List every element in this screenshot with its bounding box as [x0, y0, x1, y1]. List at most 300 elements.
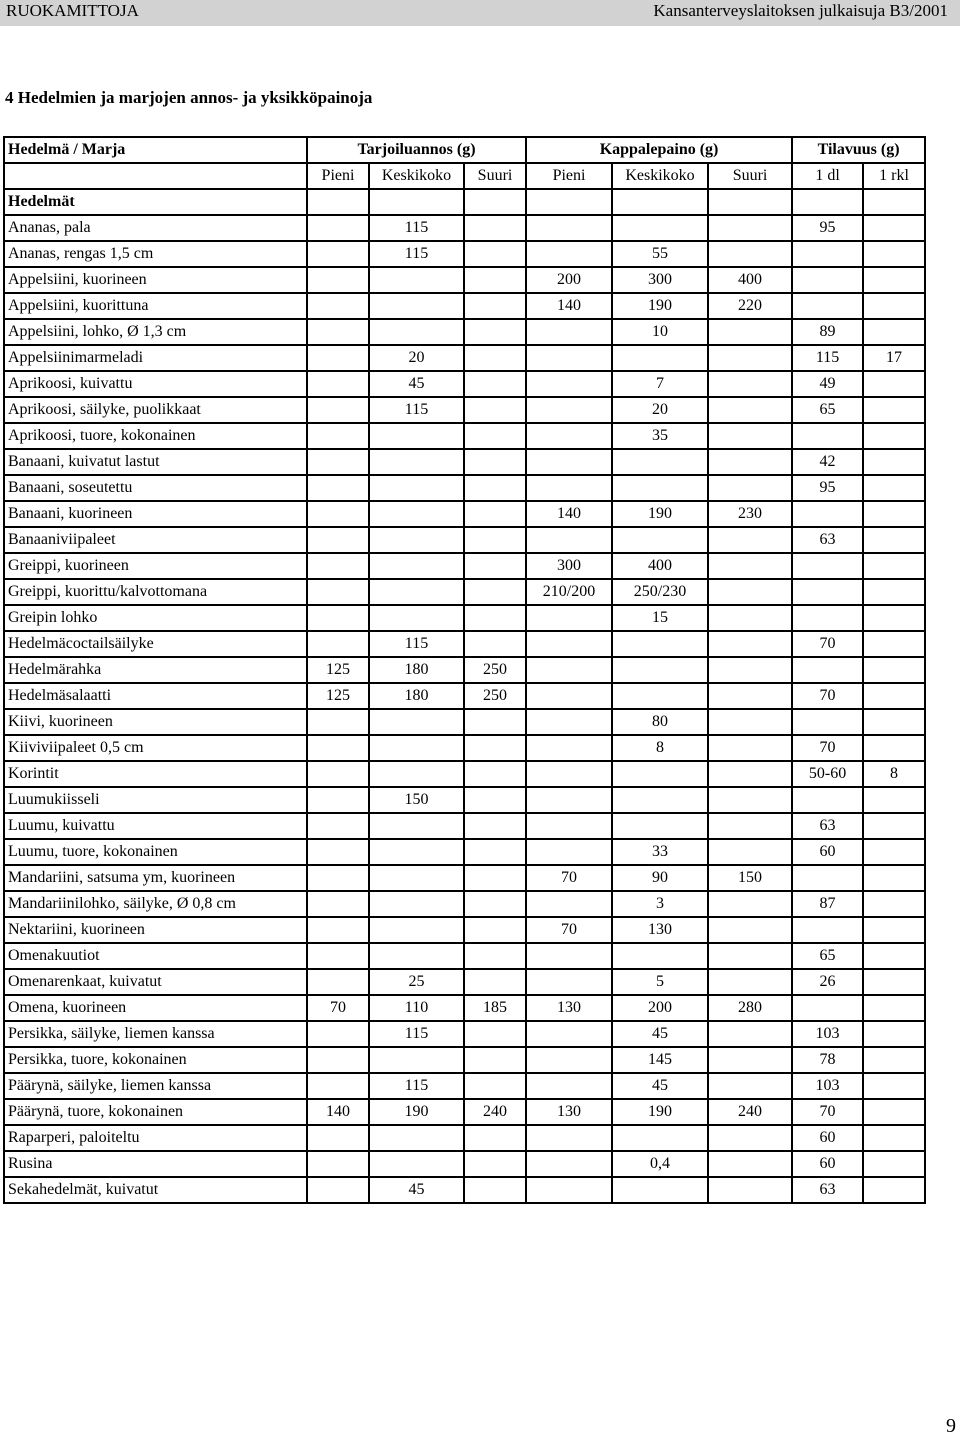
- table-cell: [526, 605, 612, 631]
- table-row: [4, 1125, 925, 1151]
- table-cell: 70: [792, 735, 863, 761]
- table-row: [4, 345, 925, 371]
- table-cell: [464, 631, 526, 657]
- table-cell: [369, 1151, 464, 1177]
- table-cell: 190: [612, 1099, 708, 1125]
- table-cell: [863, 1177, 925, 1203]
- table-cell: [526, 709, 612, 735]
- table-cell: [369, 449, 464, 475]
- table-row: [4, 969, 925, 995]
- table-cell: [708, 1021, 792, 1047]
- table-cell: [464, 371, 526, 397]
- table-cell: 33: [612, 839, 708, 865]
- table-cell: 130: [526, 995, 612, 1021]
- table-cell: [863, 995, 925, 1021]
- table-cell: 130: [612, 917, 708, 943]
- table-cell: 70: [792, 683, 863, 709]
- table-cell: [612, 683, 708, 709]
- table-cell: [369, 293, 464, 319]
- table-cell: [526, 761, 612, 787]
- table-cell: 115: [369, 215, 464, 241]
- row-label: Mandariini, satsuma ym, kuorineen: [4, 865, 307, 891]
- table-cell: 300: [612, 267, 708, 293]
- fruit-weights-table: [3, 136, 926, 1204]
- table-cell: [464, 917, 526, 943]
- table-row: [4, 371, 925, 397]
- table-cell: [307, 475, 369, 501]
- table-cell: 8: [863, 761, 925, 787]
- table-cell: 95: [792, 475, 863, 501]
- table-cell: [863, 189, 925, 215]
- table-cell: [612, 787, 708, 813]
- table-cell: [863, 579, 925, 605]
- running-header: [0, 0, 960, 26]
- table-cell: 63: [792, 1177, 863, 1203]
- table-cell: [526, 657, 612, 683]
- table-cell: 90: [612, 865, 708, 891]
- table-cell: [464, 397, 526, 423]
- table-cell: 140: [526, 501, 612, 527]
- table-cell: [708, 527, 792, 553]
- table-cell: [307, 917, 369, 943]
- table-cell: 89: [792, 319, 863, 345]
- table-cell: 230: [708, 501, 792, 527]
- table-cell: [708, 1177, 792, 1203]
- table-cell: [792, 501, 863, 527]
- table-cell: [464, 423, 526, 449]
- table-cell: [307, 423, 369, 449]
- table-cell: [792, 917, 863, 943]
- table-cell: [708, 969, 792, 995]
- table-cell: 49: [792, 371, 863, 397]
- table-cell: 55: [612, 241, 708, 267]
- table-cell: 70: [526, 865, 612, 891]
- table-cell: [526, 215, 612, 241]
- table-row: [4, 1151, 925, 1177]
- table-cell: [863, 631, 925, 657]
- row-label: Kiivi, kuorineen: [4, 709, 307, 735]
- table-cell: [307, 1073, 369, 1099]
- table-cell: [464, 891, 526, 917]
- table-cell: [464, 267, 526, 293]
- table-cell: [792, 293, 863, 319]
- table-cell: [464, 1047, 526, 1073]
- table-cell: [526, 943, 612, 969]
- table-cell: [307, 891, 369, 917]
- row-label: Banaani, soseutettu: [4, 475, 307, 501]
- table-cell: [792, 579, 863, 605]
- row-label: Aprikoosi, tuore, kokonainen: [4, 423, 307, 449]
- table-cell: [526, 631, 612, 657]
- table-cell: [526, 787, 612, 813]
- table-row: [4, 215, 925, 241]
- table-cell: 240: [708, 1099, 792, 1125]
- table-cell: 185: [464, 995, 526, 1021]
- table-cell: [612, 215, 708, 241]
- table-row: [4, 657, 925, 683]
- table-cell: 20: [369, 345, 464, 371]
- row-label: Banaaniviipaleet: [4, 527, 307, 553]
- row-label: Omenakuutiot: [4, 943, 307, 969]
- table-cell: [369, 189, 464, 215]
- table-cell: 70: [307, 995, 369, 1021]
- table-cell: 35: [612, 423, 708, 449]
- table-cell: [307, 527, 369, 553]
- table-cell: [369, 501, 464, 527]
- table-cell: [708, 215, 792, 241]
- table-cell: [526, 241, 612, 267]
- table-cell: [369, 267, 464, 293]
- group-row-hedelmat: [4, 189, 925, 215]
- table-cell: [792, 605, 863, 631]
- table-cell: [863, 501, 925, 527]
- row-label: Kiiviviipaleet 0,5 cm: [4, 735, 307, 761]
- table-cell: [708, 1125, 792, 1151]
- table-cell: [612, 761, 708, 787]
- table-row: [4, 709, 925, 735]
- row-label: Omenarenkaat, kuivatut: [4, 969, 307, 995]
- table-cell: [307, 345, 369, 371]
- table-cell: [464, 813, 526, 839]
- table-cell: [369, 917, 464, 943]
- table-cell: [464, 189, 526, 215]
- table-cell: 7: [612, 371, 708, 397]
- subheader-cell: Pieni: [307, 163, 369, 189]
- table-row: [4, 761, 925, 787]
- table-cell: 240: [464, 1099, 526, 1125]
- table-cell: [708, 917, 792, 943]
- table-cell: [792, 995, 863, 1021]
- table-cell: 140: [307, 1099, 369, 1125]
- table-cell: [464, 475, 526, 501]
- table-cell: [526, 475, 612, 501]
- table-cell: [307, 605, 369, 631]
- table-cell: [792, 709, 863, 735]
- table-cell: [369, 709, 464, 735]
- row-label: Greippi, kuorineen: [4, 553, 307, 579]
- table-row: [4, 839, 925, 865]
- table-cell: [863, 215, 925, 241]
- col-header-name: Hedelmä / Marja: [4, 137, 307, 163]
- table-cell: [369, 1047, 464, 1073]
- table-cell: [863, 735, 925, 761]
- table-cell: [307, 839, 369, 865]
- table-cell: 150: [708, 865, 792, 891]
- table-cell: [612, 345, 708, 371]
- table-cell: 8: [612, 735, 708, 761]
- table-cell: [708, 241, 792, 267]
- table-cell: [464, 605, 526, 631]
- table-cell: [369, 943, 464, 969]
- table-cell: [464, 241, 526, 267]
- table-cell: [708, 449, 792, 475]
- table-cell: [863, 553, 925, 579]
- subheader-cell: Suuri: [708, 163, 792, 189]
- table-cell: 70: [526, 917, 612, 943]
- table-cell: [307, 943, 369, 969]
- subheader-cell: Suuri: [464, 163, 526, 189]
- header-row-sizes: [4, 163, 925, 189]
- table-cell: 0,4: [612, 1151, 708, 1177]
- table-cell: [863, 891, 925, 917]
- table-cell: [708, 189, 792, 215]
- row-label: Sekahedelmät, kuivatut: [4, 1177, 307, 1203]
- section-title: 4 Hedelmien ja marjojen annos- ja yksikköpainoja: [5, 88, 373, 107]
- table-cell: 5: [612, 969, 708, 995]
- table-cell: 180: [369, 683, 464, 709]
- col-subheader-blank: [4, 163, 307, 189]
- table-cell: [526, 813, 612, 839]
- table-cell: [708, 709, 792, 735]
- table-row: [4, 605, 925, 631]
- table-cell: [612, 475, 708, 501]
- row-label: Appelsiini, kuorineen: [4, 267, 307, 293]
- table-cell: [708, 371, 792, 397]
- table-cell: [307, 813, 369, 839]
- table-cell: [526, 683, 612, 709]
- table-cell: 130: [526, 1099, 612, 1125]
- table-cell: 115: [369, 1021, 464, 1047]
- table-cell: 60: [792, 839, 863, 865]
- table-row: [4, 917, 925, 943]
- table-cell: [307, 189, 369, 215]
- page-number: 9: [946, 1415, 956, 1437]
- table-cell: [464, 1151, 526, 1177]
- table-cell: [464, 839, 526, 865]
- table-cell: [708, 605, 792, 631]
- table-cell: 3: [612, 891, 708, 917]
- group-label: Hedelmät: [4, 189, 307, 215]
- table-cell: 110: [369, 995, 464, 1021]
- table-cell: [307, 319, 369, 345]
- row-label: Päärynä, säilyke, liemen kanssa: [4, 1073, 307, 1099]
- table-cell: [464, 1125, 526, 1151]
- table-cell: 10: [612, 319, 708, 345]
- table-cell: [863, 865, 925, 891]
- table-cell: 45: [612, 1073, 708, 1099]
- table-cell: 15: [612, 605, 708, 631]
- table-cell: 280: [708, 995, 792, 1021]
- table-cell: [307, 293, 369, 319]
- table-cell: [307, 631, 369, 657]
- table-cell: [792, 267, 863, 293]
- row-label: Ananas, rengas 1,5 cm: [4, 241, 307, 267]
- table-cell: [464, 709, 526, 735]
- table-cell: [526, 1073, 612, 1099]
- row-label: Appelsiini, lohko, Ø 1,3 cm: [4, 319, 307, 345]
- table-row: [4, 449, 925, 475]
- table-row: [4, 787, 925, 813]
- table-cell: 25: [369, 969, 464, 995]
- table-cell: 300: [526, 553, 612, 579]
- table-row: [4, 683, 925, 709]
- table-cell: [863, 1047, 925, 1073]
- table-cell: 190: [612, 501, 708, 527]
- table-row: [4, 735, 925, 761]
- table-row: [4, 475, 925, 501]
- table-cell: [708, 1047, 792, 1073]
- table-cell: [863, 1099, 925, 1125]
- table-cell: 80: [612, 709, 708, 735]
- table-cell: 20: [612, 397, 708, 423]
- table-cell: 190: [612, 293, 708, 319]
- table-cell: [863, 917, 925, 943]
- table-cell: [526, 735, 612, 761]
- subheader-cell: 1 dl: [792, 163, 863, 189]
- table-cell: [307, 969, 369, 995]
- col-header-serving: Tarjoiluannos (g): [307, 137, 526, 163]
- table-cell: [708, 345, 792, 371]
- table-cell: 17: [863, 345, 925, 371]
- table-cell: [612, 1125, 708, 1151]
- table-cell: [863, 241, 925, 267]
- table-row: [4, 1099, 925, 1125]
- table-cell: 42: [792, 449, 863, 475]
- table-cell: [307, 267, 369, 293]
- table-cell: [464, 345, 526, 371]
- table-cell: [708, 397, 792, 423]
- table-cell: 190: [369, 1099, 464, 1125]
- table-cell: 60: [792, 1151, 863, 1177]
- table-cell: 145: [612, 1047, 708, 1073]
- table-cell: [369, 475, 464, 501]
- table-cell: [612, 449, 708, 475]
- table-cell: [369, 891, 464, 917]
- table-row: [4, 241, 925, 267]
- table-row: [4, 865, 925, 891]
- table-cell: [792, 189, 863, 215]
- table-cell: [863, 813, 925, 839]
- table-cell: 70: [792, 631, 863, 657]
- table-row: [4, 397, 925, 423]
- table-cell: [464, 1021, 526, 1047]
- table-cell: [526, 423, 612, 449]
- table-cell: [369, 579, 464, 605]
- subheader-cell: Pieni: [526, 163, 612, 189]
- subheader-cell: Keskikoko: [612, 163, 708, 189]
- table-cell: [863, 371, 925, 397]
- table-cell: [369, 605, 464, 631]
- table-cell: [464, 787, 526, 813]
- table-cell: 70: [792, 1099, 863, 1125]
- table-cell: 125: [307, 657, 369, 683]
- table-cell: 103: [792, 1021, 863, 1047]
- table-row: [4, 1073, 925, 1099]
- table-cell: [307, 1047, 369, 1073]
- table-cell: [464, 293, 526, 319]
- table-row: [4, 267, 925, 293]
- table-cell: [369, 839, 464, 865]
- table-cell: [464, 215, 526, 241]
- subheader-cell: Keskikoko: [369, 163, 464, 189]
- table-cell: 45: [369, 371, 464, 397]
- table-row: [4, 579, 925, 605]
- table-cell: [464, 579, 526, 605]
- table-cell: [464, 319, 526, 345]
- table-cell: 200: [612, 995, 708, 1021]
- table-cell: [526, 449, 612, 475]
- table-row: [4, 995, 925, 1021]
- table-cell: [863, 605, 925, 631]
- table-row: [4, 813, 925, 839]
- row-label: Persikka, säilyke, liemen kanssa: [4, 1021, 307, 1047]
- table-cell: [526, 371, 612, 397]
- table-cell: [307, 865, 369, 891]
- table-cell: 150: [369, 787, 464, 813]
- table-row: [4, 527, 925, 553]
- table-cell: 125: [307, 683, 369, 709]
- table-cell: [526, 397, 612, 423]
- table-cell: 65: [792, 397, 863, 423]
- table-cell: 250/230: [612, 579, 708, 605]
- table-cell: [863, 475, 925, 501]
- table-cell: [307, 1125, 369, 1151]
- table-cell: [526, 969, 612, 995]
- table-cell: [369, 553, 464, 579]
- table-cell: 78: [792, 1047, 863, 1073]
- table-row: [4, 631, 925, 657]
- table-cell: [307, 1151, 369, 1177]
- table-cell: [307, 371, 369, 397]
- table-cell: [708, 475, 792, 501]
- table-cell: 250: [464, 657, 526, 683]
- table-cell: [863, 267, 925, 293]
- table-cell: [307, 241, 369, 267]
- table-cell: 115: [369, 631, 464, 657]
- row-label: Rusina: [4, 1151, 307, 1177]
- table-cell: [708, 839, 792, 865]
- table-cell: [307, 735, 369, 761]
- table-cell: [863, 1021, 925, 1047]
- row-label: Ananas, pala: [4, 215, 307, 241]
- row-label: Nektariini, kuorineen: [4, 917, 307, 943]
- table-cell: [863, 423, 925, 449]
- table-cell: [526, 839, 612, 865]
- table-body: [4, 137, 925, 1203]
- table-cell: [464, 865, 526, 891]
- row-label: Appelsiini, kuorittuna: [4, 293, 307, 319]
- table-cell: [369, 813, 464, 839]
- table-cell: 400: [612, 553, 708, 579]
- table-cell: 63: [792, 813, 863, 839]
- table-cell: 63: [792, 527, 863, 553]
- subheader-cell: 1 rkl: [863, 163, 925, 189]
- table-cell: [863, 683, 925, 709]
- table-cell: [612, 943, 708, 969]
- table-cell: [863, 657, 925, 683]
- table-cell: [792, 553, 863, 579]
- table-cell: 115: [369, 397, 464, 423]
- row-label: Mandariinilohko, säilyke, Ø 0,8 cm: [4, 891, 307, 917]
- table-cell: [526, 1021, 612, 1047]
- table-cell: [708, 787, 792, 813]
- table-cell: [863, 449, 925, 475]
- row-label: Raparperi, paloiteltu: [4, 1125, 307, 1151]
- row-label: Luumu, kuivattu: [4, 813, 307, 839]
- table-cell: [307, 449, 369, 475]
- table-cell: [526, 345, 612, 371]
- table-cell: 115: [369, 1073, 464, 1099]
- table-cell: [307, 1021, 369, 1047]
- table-cell: [612, 813, 708, 839]
- row-label: Greippi, kuorittu/kalvottomana: [4, 579, 307, 605]
- table-cell: [708, 579, 792, 605]
- table-row: [4, 1047, 925, 1073]
- table-cell: [863, 293, 925, 319]
- table-row: [4, 1021, 925, 1047]
- table-cell: [708, 1073, 792, 1099]
- table-cell: [863, 1125, 925, 1151]
